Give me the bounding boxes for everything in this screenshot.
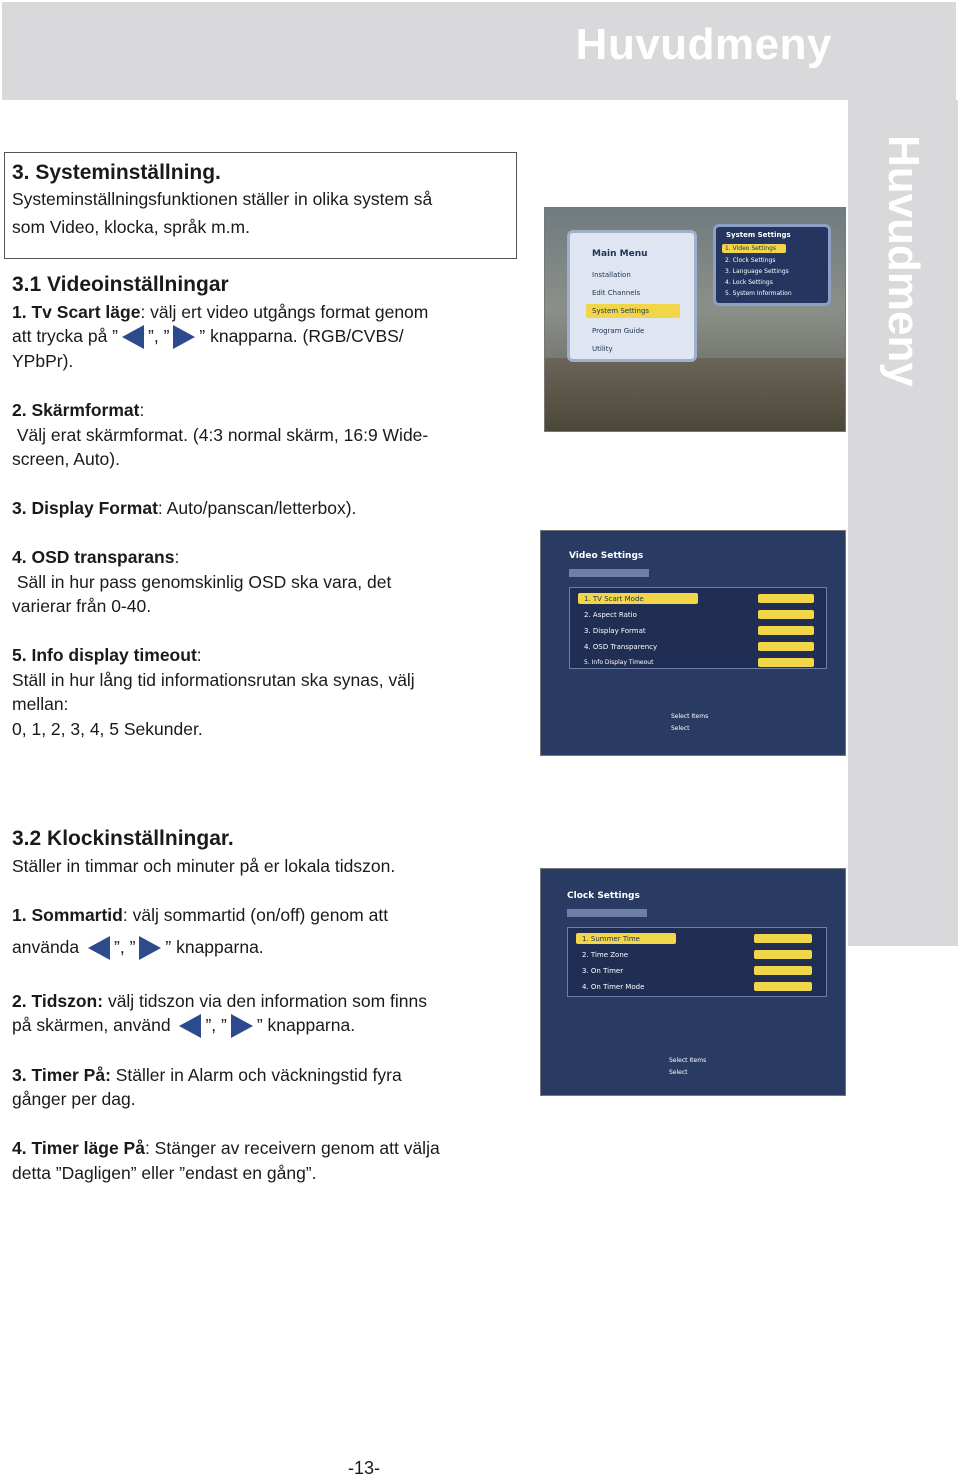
- osd-video-settings-subtitle-bar: [569, 569, 649, 577]
- screenshot-background-ground: [545, 358, 846, 432]
- osd-main-menu-item: Edit Channels: [592, 289, 641, 297]
- video-item-1-line-3: YPbPr).: [12, 351, 74, 371]
- video-item-2-title: [12, 398, 144, 423]
- clock-item-2-text-2a: på skärmen, använd: [12, 1015, 176, 1035]
- right-arrow-icon: [139, 936, 161, 960]
- clock-item-3-text: Ställer in Alarm och väckningstid fyra: [110, 1065, 402, 1085]
- osd-video-settings-item: 3. Display Format: [584, 627, 646, 635]
- osd-clock-settings-item: 2. Time Zone: [582, 951, 629, 959]
- page-header-title: Huvudmeny: [575, 20, 832, 69]
- section-heading-system-settings: 3. Systeminställning.: [12, 161, 221, 184]
- osd-clock-settings-item-selected: 1. Summer Time: [582, 935, 640, 943]
- clock-item-1-text-2b: ”, ”: [114, 937, 136, 957]
- video-item-2-line-1: Välj erat skärmformat. (4:3 normal skärm, 16:9 Wide-: [12, 425, 429, 445]
- clock-item-1-text-2c: ” knapparna.: [165, 937, 264, 957]
- osd-system-settings-item: 2. Clock Settings: [725, 257, 776, 264]
- video-item-5-line-3: 0, 1, 2, 3, 4, 5 Sekunder.: [12, 719, 203, 739]
- osd-video-settings-item-selected: 1. TV Scart Mode: [584, 595, 644, 603]
- video-item-2-label: Skärmformat: [31, 400, 140, 420]
- screenshot-video-settings: [540, 530, 846, 756]
- osd-value-box: [758, 594, 814, 603]
- left-arrow-icon: [179, 1014, 201, 1038]
- osd-clock-settings-title: Clock Settings: [567, 891, 640, 901]
- video-item-1-line-2: [12, 324, 404, 349]
- osd-system-settings-item: 4. Lock Settings: [725, 279, 773, 286]
- osd-system-settings-title: System Settings: [726, 231, 791, 239]
- video-item-5-line-1: Ställ in hur lång tid informationsrutan ska synas, välj: [12, 670, 415, 690]
- osd-video-settings-item: 2. Aspect Ratio: [584, 611, 637, 619]
- clock-item-4-line-1: [12, 1136, 440, 1161]
- osd-video-settings-footer-2: Select: [671, 725, 690, 732]
- osd-system-settings-item: 3. Language Settings: [725, 268, 789, 275]
- osd-value-box: [754, 934, 812, 943]
- osd-video-settings-item: 5. Info Display Timeout: [584, 659, 654, 666]
- clock-item-2-text-2c: ” knapparna.: [256, 1015, 356, 1035]
- osd-value-box: [754, 950, 812, 959]
- left-arrow-icon: [122, 325, 144, 349]
- video-item-5-title: [12, 643, 202, 668]
- clock-intro: Ställer in timmar och minuter på er lokala tidszon.: [12, 856, 396, 876]
- video-item-1-number: 1.: [12, 302, 27, 322]
- section-heading-video-settings: 3.1 Videoinställningar: [12, 273, 229, 296]
- clock-item-4-label: 4. Timer läge På: [12, 1138, 145, 1158]
- screenshot-main-menu: [544, 207, 846, 432]
- osd-video-settings-list: [569, 587, 827, 669]
- osd-video-settings-title: Video Settings: [569, 551, 644, 561]
- video-item-1-text-2b: ”, ”: [148, 326, 170, 346]
- osd-value-box: [758, 626, 814, 635]
- video-item-4-label: OSD transparans: [31, 547, 175, 567]
- osd-main-menu-item: Program Guide: [592, 327, 645, 335]
- video-item-5-colon: :: [196, 645, 202, 665]
- clock-item-3-line-2: gånger per dag.: [12, 1089, 136, 1109]
- osd-clock-settings-subtitle-bar: [567, 909, 647, 917]
- osd-value-box: [758, 658, 814, 667]
- right-arrow-icon: [173, 325, 195, 349]
- clock-item-1-text-2a: använda: [12, 937, 85, 957]
- osd-value-box: [758, 642, 814, 651]
- video-item-2-colon: :: [139, 400, 145, 420]
- screenshot-clock-settings: [540, 868, 846, 1096]
- video-item-3-text: : Auto/panscan/letterbox).: [157, 498, 357, 518]
- clock-item-2-text: välj tidszon via den information som finns: [103, 991, 427, 1011]
- osd-clock-settings-item: 4. On Timer Mode: [582, 983, 645, 991]
- intro-line-1: Systeminställningsfunktionen ställer in olika system så: [12, 189, 433, 209]
- video-item-2-line-2: screen, Auto).: [12, 449, 120, 469]
- osd-system-settings-panel: [713, 224, 831, 306]
- osd-video-settings-footer-1: Select Items: [671, 713, 709, 720]
- osd-main-menu-title: Main Menu: [592, 249, 648, 259]
- video-item-2-number: 2.: [12, 400, 27, 420]
- left-arrow-icon: [88, 936, 110, 960]
- clock-item-4-text: : Stänger av receivern genom att välja: [144, 1138, 440, 1158]
- video-item-1-text-2a: att trycka på ”: [12, 326, 119, 346]
- clock-item-3-line-1: [12, 1063, 402, 1088]
- osd-main-menu-item: Installation: [592, 271, 631, 279]
- clock-item-1-text: : välj sommartid (on/off) genom att: [122, 905, 389, 925]
- section-heading-clock-settings: 3.2 Klockinställningar.: [12, 827, 234, 850]
- intro-line-2: som Video, klocka, språk m.m.: [12, 217, 250, 237]
- side-tab-title: Huvudmeny: [879, 135, 928, 387]
- clock-item-1-line-1: [12, 903, 388, 928]
- osd-main-menu-item: Utility: [592, 345, 613, 353]
- osd-value-box: [758, 610, 814, 619]
- video-item-5-label: Info display timeout: [31, 645, 197, 665]
- video-item-4-line-2: varierar från 0-40.: [12, 596, 152, 616]
- video-item-4-line-1: Säll in hur pass genomskinlig OSD ska vara, det: [12, 572, 392, 592]
- osd-system-settings-item: 5. System Information: [725, 290, 792, 297]
- clock-item-2-label: 2. Tidszon:: [12, 991, 104, 1011]
- clock-item-2-line-2: [12, 1013, 355, 1038]
- right-arrow-icon: [231, 1014, 253, 1038]
- osd-clock-settings-footer-1: Select Items: [669, 1057, 707, 1064]
- clock-item-1-line-2: [12, 935, 264, 960]
- video-item-1-line-1: [12, 300, 428, 325]
- osd-main-menu-panel: [567, 230, 697, 362]
- osd-main-menu-item-selected: System Settings: [592, 307, 650, 315]
- clock-item-4-line-2: detta ”Dagligen” eller ”endast en gång”.: [12, 1163, 317, 1183]
- page-number: -13-: [348, 1458, 381, 1478]
- video-item-1-text: : välj ert video utgångs format genom: [140, 302, 429, 322]
- osd-value-box: [754, 966, 812, 975]
- video-item-3-label: Display Format: [31, 498, 158, 518]
- video-item-3: [12, 496, 356, 521]
- osd-clock-settings-list: [567, 927, 827, 997]
- osd-video-settings-item: 4. OSD Transparency: [584, 643, 658, 651]
- osd-value-box: [754, 982, 812, 991]
- video-item-4-colon: :: [174, 547, 180, 567]
- clock-item-2-text-2b: ”, ”: [205, 1015, 227, 1035]
- video-item-4-title: [12, 545, 179, 570]
- osd-system-settings-item-selected: 1. Video Settings: [725, 245, 776, 252]
- clock-item-2-line-1: [12, 989, 427, 1014]
- video-item-3-number: 3.: [12, 498, 27, 518]
- clock-item-3-label: 3. Timer På:: [12, 1065, 111, 1085]
- video-item-1-label: Tv Scart läge: [31, 302, 141, 322]
- video-item-5-line-2: mellan:: [12, 694, 69, 714]
- video-item-5-number: 5.: [12, 645, 27, 665]
- osd-clock-settings-item: 3. On Timer: [582, 967, 624, 975]
- clock-item-1-label: 1. Sommartid: [12, 905, 123, 925]
- video-item-1-text-2c: ” knapparna. (RGB/CVBS/: [199, 326, 404, 346]
- osd-clock-settings-footer-2: Select: [669, 1069, 688, 1076]
- video-item-4-number: 4.: [12, 547, 27, 567]
